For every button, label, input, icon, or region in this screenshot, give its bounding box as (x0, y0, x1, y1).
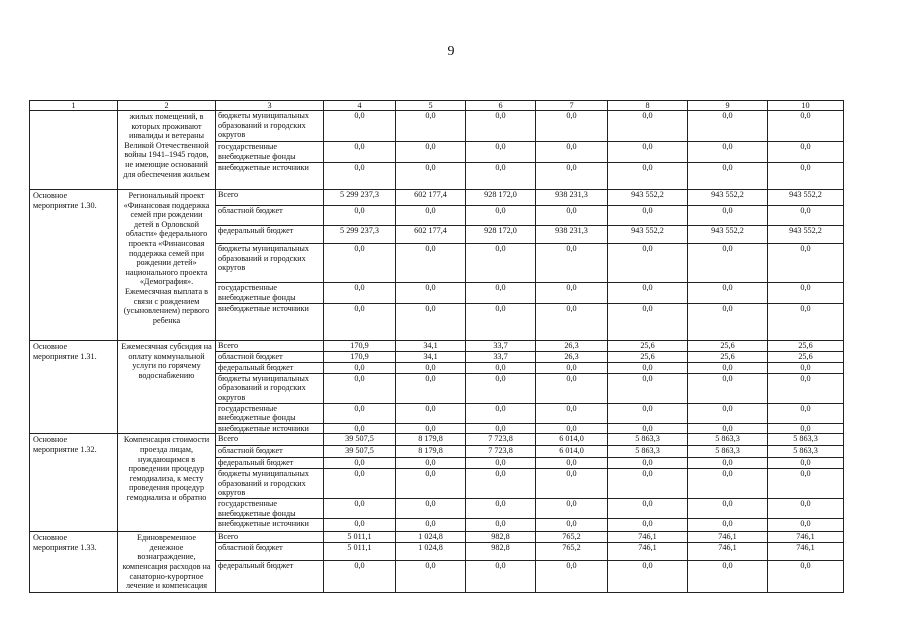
event-description-cell: Региональный проект «Финансовая поддержка семей при рождении детей в Орловской области» федерального проекта «Финансовая поддержка семей при рождении детей» национального проекта «Демография». Ежемесячная выплата в связи с рождением (усыновлением) первого ребенка (118, 190, 216, 341)
funding-source-cell: областной бюджет (216, 206, 324, 226)
value-cell: 0,0 (466, 423, 536, 434)
value-cell: 0,0 (536, 498, 608, 518)
value-cell: 0,0 (688, 283, 768, 304)
value-cell: 0,0 (396, 283, 466, 304)
value-cell: 0,0 (608, 283, 688, 304)
funding-source-cell: внебюджетные источники (216, 519, 324, 532)
value-cell: 0,0 (688, 560, 768, 592)
value-cell: 7 723,8 (466, 434, 536, 446)
funding-source-cell: бюджеты муниципальных образований и городских округов (216, 244, 324, 283)
value-cell: 0,0 (768, 283, 844, 304)
value-cell: 0,0 (396, 519, 466, 532)
value-cell: 0,0 (768, 423, 844, 434)
value-cell: 0,0 (396, 560, 466, 592)
value-cell: 0,0 (466, 519, 536, 532)
header-cell: 6 (466, 101, 536, 111)
value-cell: 0,0 (396, 423, 466, 434)
value-cell: 746,1 (608, 543, 688, 560)
value-cell: 0,0 (396, 468, 466, 498)
value-cell: 5 863,3 (608, 434, 688, 446)
value-cell: 746,1 (768, 543, 844, 560)
value-cell: 602 177,4 (396, 226, 466, 244)
value-cell: 0,0 (466, 244, 536, 283)
header-cell: 10 (768, 101, 844, 111)
value-cell: 39 507,5 (324, 446, 396, 458)
value-cell: 6 014,0 (536, 446, 608, 458)
page-number: 9 (447, 44, 455, 59)
value-cell: 0,0 (536, 206, 608, 226)
funding-source-cell: государственные внебюджетные фонды (216, 142, 324, 163)
value-cell: 746,1 (688, 532, 768, 543)
value-cell: 0,0 (536, 304, 608, 341)
event-name-cell: Основное мероприятие 1.33. (30, 532, 118, 593)
value-cell: 0,0 (536, 111, 608, 142)
value-cell: 0,0 (768, 206, 844, 226)
value-cell: 0,0 (608, 111, 688, 142)
value-cell: 0,0 (608, 363, 688, 374)
value-cell: 943 552,2 (608, 190, 688, 206)
value-cell: 0,0 (324, 206, 396, 226)
header-cell: 9 (688, 101, 768, 111)
value-cell: 6 014,0 (536, 434, 608, 446)
value-cell: 0,0 (396, 403, 466, 423)
value-cell: 0,0 (768, 142, 844, 163)
value-cell: 746,1 (688, 543, 768, 560)
table-row (30, 532, 844, 543)
funding-source-cell: федеральный бюджет (216, 458, 324, 469)
value-cell: 1 024,8 (396, 532, 466, 543)
value-cell: 5 863,3 (688, 446, 768, 458)
value-cell: 0,0 (608, 519, 688, 532)
value-cell: 39 507,5 (324, 434, 396, 446)
event-name-cell: Основное мероприятие 1.30. (30, 190, 118, 341)
value-cell: 765,2 (536, 543, 608, 560)
funding-source-cell: Всего (216, 341, 324, 352)
event-name-cell: Основное мероприятие 1.32. (30, 434, 118, 532)
value-cell: 0,0 (688, 468, 768, 498)
value-cell: 0,0 (466, 163, 536, 190)
value-cell: 0,0 (466, 458, 536, 469)
value-cell: 0,0 (324, 468, 396, 498)
funding-source-cell: областной бюджет (216, 352, 324, 363)
value-cell: 0,0 (324, 163, 396, 190)
value-cell: 0,0 (608, 560, 688, 592)
value-cell: 0,0 (324, 363, 396, 374)
value-cell: 0,0 (466, 363, 536, 374)
value-cell: 0,0 (396, 111, 466, 142)
value-cell: 0,0 (466, 373, 536, 403)
value-cell: 25,6 (768, 352, 844, 363)
value-cell: 170,9 (324, 341, 396, 352)
event-description-cell: Компенсация стоимости проезда лицам, нуждающимся в проведении процедур гемодиализа, к месту проведения процедур гемодиализа и обратно (118, 434, 216, 532)
value-cell: 8 179,8 (396, 446, 466, 458)
funding-source-cell: внебюджетные источники (216, 304, 324, 341)
value-cell: 0,0 (466, 283, 536, 304)
value-cell: 928 172,0 (466, 226, 536, 244)
value-cell: 943 552,2 (608, 226, 688, 244)
value-cell: 0,0 (688, 163, 768, 190)
value-cell: 0,0 (466, 498, 536, 518)
value-cell: 26,3 (536, 352, 608, 363)
value-cell: 0,0 (396, 163, 466, 190)
value-cell: 0,0 (688, 498, 768, 518)
table-row (30, 190, 844, 206)
value-cell: 0,0 (324, 458, 396, 469)
value-cell: 0,0 (608, 206, 688, 226)
value-cell: 5 863,3 (768, 446, 844, 458)
value-cell: 0,0 (768, 560, 844, 592)
value-cell: 0,0 (608, 403, 688, 423)
value-cell: 602 177,4 (396, 190, 466, 206)
value-cell: 0,0 (768, 363, 844, 374)
value-cell: 0,0 (536, 519, 608, 532)
header-cell: 4 (324, 101, 396, 111)
value-cell: 0,0 (768, 304, 844, 341)
value-cell: 0,0 (466, 403, 536, 423)
value-cell: 0,0 (688, 304, 768, 341)
funding-source-cell: государственные внебюджетные фонды (216, 498, 324, 518)
header-cell: 5 (396, 101, 466, 111)
value-cell: 0,0 (536, 373, 608, 403)
value-cell: 0,0 (688, 373, 768, 403)
value-cell: 0,0 (608, 373, 688, 403)
value-cell: 33,7 (466, 341, 536, 352)
value-cell: 943 552,2 (768, 226, 844, 244)
value-cell: 25,6 (688, 341, 768, 352)
value-cell: 5 863,3 (688, 434, 768, 446)
value-cell: 0,0 (536, 363, 608, 374)
value-cell: 0,0 (396, 142, 466, 163)
value-cell: 0,0 (536, 163, 608, 190)
value-cell: 0,0 (324, 423, 396, 434)
value-cell: 0,0 (324, 244, 396, 283)
funding-source-cell: бюджеты муниципальных образований и городских округов (216, 373, 324, 403)
value-cell: 0,0 (536, 403, 608, 423)
value-cell: 0,0 (608, 458, 688, 469)
value-cell: 982,8 (466, 532, 536, 543)
value-cell: 0,0 (536, 283, 608, 304)
value-cell: 33,7 (466, 352, 536, 363)
value-cell: 0,0 (536, 458, 608, 469)
value-cell: 0,0 (536, 423, 608, 434)
event-name-cell (30, 111, 118, 190)
value-cell: 0,0 (396, 244, 466, 283)
value-cell: 0,0 (396, 373, 466, 403)
value-cell: 5 011,1 (324, 543, 396, 560)
header-cell: 8 (608, 101, 688, 111)
value-cell: 0,0 (466, 206, 536, 226)
header-cell: 2 (118, 101, 216, 111)
value-cell: 0,0 (688, 423, 768, 434)
value-cell: 746,1 (608, 532, 688, 543)
value-cell: 1 024,8 (396, 543, 466, 560)
value-cell: 0,0 (608, 163, 688, 190)
funding-source-cell: государственные внебюджетные фонды (216, 403, 324, 423)
value-cell: 25,6 (768, 341, 844, 352)
event-name-cell: Основное мероприятие 1.31. (30, 341, 118, 434)
funding-source-cell: федеральный бюджет (216, 363, 324, 374)
value-cell: 25,6 (608, 352, 688, 363)
value-cell: 0,0 (536, 560, 608, 592)
budget-table (29, 100, 844, 593)
funding-source-cell: федеральный бюджет (216, 560, 324, 592)
funding-source-cell: Всего (216, 434, 324, 446)
event-description-cell: жилых помещений, в которых проживают инвалиды и ветераны Великой Отечественной войны 1941–1945 годов, не имеющие оснований для обеспечения жильем (118, 111, 216, 190)
event-description-cell: Ежемесячная субсидия на оплату коммунальной услуги по горячему водоснабжению (118, 341, 216, 434)
header-row (30, 101, 844, 111)
value-cell: 5 863,3 (768, 434, 844, 446)
header-cell: 7 (536, 101, 608, 111)
value-cell: 0,0 (466, 142, 536, 163)
funding-source-cell: областной бюджет (216, 446, 324, 458)
value-cell: 0,0 (396, 363, 466, 374)
funding-source-cell: государственные внебюджетные фонды (216, 283, 324, 304)
value-cell: 0,0 (324, 304, 396, 341)
funding-source-cell: внебюджетные источники (216, 423, 324, 434)
value-cell: 0,0 (768, 244, 844, 283)
value-cell: 0,0 (768, 403, 844, 423)
value-cell: 25,6 (608, 341, 688, 352)
value-cell: 0,0 (688, 363, 768, 374)
value-cell: 746,1 (768, 532, 844, 543)
value-cell: 0,0 (768, 163, 844, 190)
value-cell: 0,0 (608, 423, 688, 434)
value-cell: 982,8 (466, 543, 536, 560)
value-cell: 943 552,2 (768, 190, 844, 206)
value-cell: 0,0 (768, 458, 844, 469)
funding-source-cell: Всего (216, 532, 324, 543)
value-cell: 5 299 237,3 (324, 190, 396, 206)
value-cell: 25,6 (688, 352, 768, 363)
value-cell: 943 552,2 (688, 226, 768, 244)
value-cell: 26,3 (536, 341, 608, 352)
value-cell: 0,0 (688, 244, 768, 283)
value-cell: 0,0 (466, 304, 536, 341)
value-cell: 0,0 (324, 111, 396, 142)
value-cell: 938 231,3 (536, 190, 608, 206)
value-cell: 0,0 (608, 468, 688, 498)
value-cell: 0,0 (324, 403, 396, 423)
value-cell: 0,0 (688, 206, 768, 226)
value-cell: 0,0 (324, 498, 396, 518)
value-cell: 938 231,3 (536, 226, 608, 244)
funding-source-cell: внебюджетные источники (216, 163, 324, 190)
value-cell: 0,0 (396, 458, 466, 469)
budget-table-container (29, 100, 843, 593)
value-cell: 0,0 (688, 519, 768, 532)
budget-table-body (30, 101, 844, 593)
value-cell: 5 011,1 (324, 532, 396, 543)
value-cell: 0,0 (768, 111, 844, 142)
value-cell: 0,0 (466, 468, 536, 498)
table-row (30, 111, 844, 142)
value-cell: 8 179,8 (396, 434, 466, 446)
value-cell: 0,0 (768, 498, 844, 518)
value-cell: 0,0 (324, 560, 396, 592)
funding-source-cell: бюджеты муниципальных образований и городских округов (216, 111, 324, 142)
value-cell: 34,1 (396, 341, 466, 352)
header-cell: 3 (216, 101, 324, 111)
value-cell: 0,0 (768, 468, 844, 498)
value-cell: 0,0 (466, 111, 536, 142)
value-cell: 0,0 (608, 498, 688, 518)
value-cell: 0,0 (608, 244, 688, 283)
value-cell: 0,0 (324, 373, 396, 403)
funding-source-cell: Всего (216, 190, 324, 206)
value-cell: 0,0 (396, 304, 466, 341)
value-cell: 0,0 (688, 403, 768, 423)
value-cell: 0,0 (608, 304, 688, 341)
value-cell: 0,0 (536, 244, 608, 283)
value-cell: 0,0 (688, 111, 768, 142)
value-cell: 943 552,2 (688, 190, 768, 206)
value-cell: 5 299 237,3 (324, 226, 396, 244)
funding-source-cell: бюджеты муниципальных образований и городских округов (216, 468, 324, 498)
value-cell: 0,0 (324, 142, 396, 163)
funding-source-cell: областной бюджет (216, 543, 324, 560)
value-cell: 765,2 (536, 532, 608, 543)
value-cell: 0,0 (536, 142, 608, 163)
value-cell: 0,0 (324, 519, 396, 532)
value-cell: 0,0 (768, 519, 844, 532)
value-cell: 0,0 (466, 560, 536, 592)
value-cell: 0,0 (324, 283, 396, 304)
value-cell: 0,0 (768, 373, 844, 403)
value-cell: 0,0 (688, 458, 768, 469)
value-cell: 928 172,0 (466, 190, 536, 206)
value-cell: 0,0 (396, 498, 466, 518)
event-description-cell: Единовременное денежное вознаграждение, компенсация расходов на санаторно-курортное лечение и компенсация (118, 532, 216, 593)
table-row (30, 434, 844, 446)
value-cell: 7 723,8 (466, 446, 536, 458)
value-cell: 0,0 (608, 142, 688, 163)
value-cell: 170,9 (324, 352, 396, 363)
funding-source-cell: федеральный бюджет (216, 226, 324, 244)
header-cell: 1 (30, 101, 118, 111)
value-cell: 0,0 (536, 468, 608, 498)
value-cell: 0,0 (688, 142, 768, 163)
value-cell: 34,1 (396, 352, 466, 363)
value-cell: 5 863,3 (608, 446, 688, 458)
value-cell: 0,0 (396, 206, 466, 226)
table-row (30, 341, 844, 352)
